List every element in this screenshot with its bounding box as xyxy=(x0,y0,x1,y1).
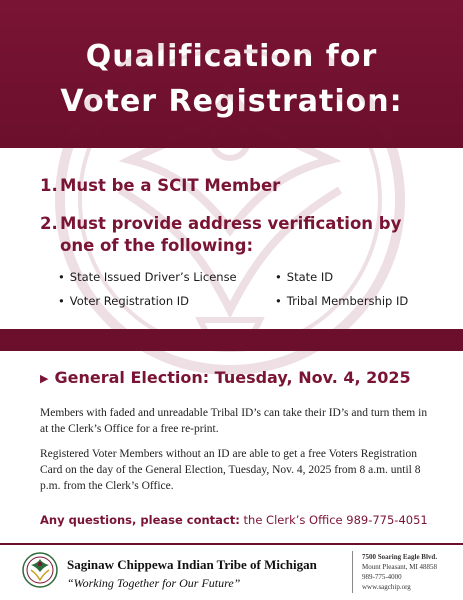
footer-website-link[interactable]: www.sagchip.org xyxy=(362,583,411,591)
tribe-motto: “Working Together for Our Future” xyxy=(67,576,241,590)
paragraph-voter-card: Registered Voter Members without an ID are able to get a free Voters Registration Card on the day of the General Election, Tuesday, Nov. 4, 2025 from 8 a.m. until 8 p.m. from the Clerk’s Office. xyxy=(40,448,421,492)
address-street: 7500 Soaring Eagle Blvd. xyxy=(362,553,438,561)
divider-band xyxy=(0,329,463,351)
footer-rule xyxy=(0,543,463,545)
contact-lead: Any questions, please contact: xyxy=(40,513,240,527)
contact-line xyxy=(40,513,460,527)
footer-divider xyxy=(352,551,353,593)
election-heading-text: General Election: Tuesday, Nov. 4, 2025 xyxy=(54,368,411,387)
footer-phone: 989-775-4000 xyxy=(362,573,402,581)
requirement-2 xyxy=(40,213,440,257)
address-city: Mount Pleasant, MI 48858 xyxy=(362,563,438,571)
triangle-right-icon: ▶ xyxy=(40,372,49,385)
id-option-drivers-license: • State Issued Driver’s License xyxy=(58,270,237,284)
title-line-1: Qualification for xyxy=(85,39,378,74)
requirement-number: 2. xyxy=(40,214,58,233)
id-option-tribal-membership-id: • Tribal Membership ID xyxy=(275,294,408,308)
page-title xyxy=(0,34,463,124)
requirement-text: Must provide address verification by one of the following: xyxy=(60,214,402,255)
requirement-1 xyxy=(40,175,440,197)
contact-office: the Clerk’s Office 989-775-4051 xyxy=(243,513,428,527)
tribal-seal-icon xyxy=(22,552,58,588)
id-option-state-id: • State ID xyxy=(275,270,333,284)
header-banner xyxy=(0,0,463,148)
requirement-number: 1. xyxy=(40,176,58,195)
id-option-voter-registration-id: • Voter Registration ID xyxy=(58,294,189,308)
paragraph-reprint: Members with faded and unreadable Tribal ID’s can take their ID’s and turn them in at the Clerk’s Office for a free re-print. xyxy=(40,407,428,435)
requirement-text: Must be a SCIT Member xyxy=(60,176,281,195)
tribe-name: Saginaw Chippewa Indian Tribe of Michigan xyxy=(67,557,317,572)
election-heading xyxy=(40,367,440,390)
title-line-2: Voter Registration: xyxy=(60,84,403,119)
